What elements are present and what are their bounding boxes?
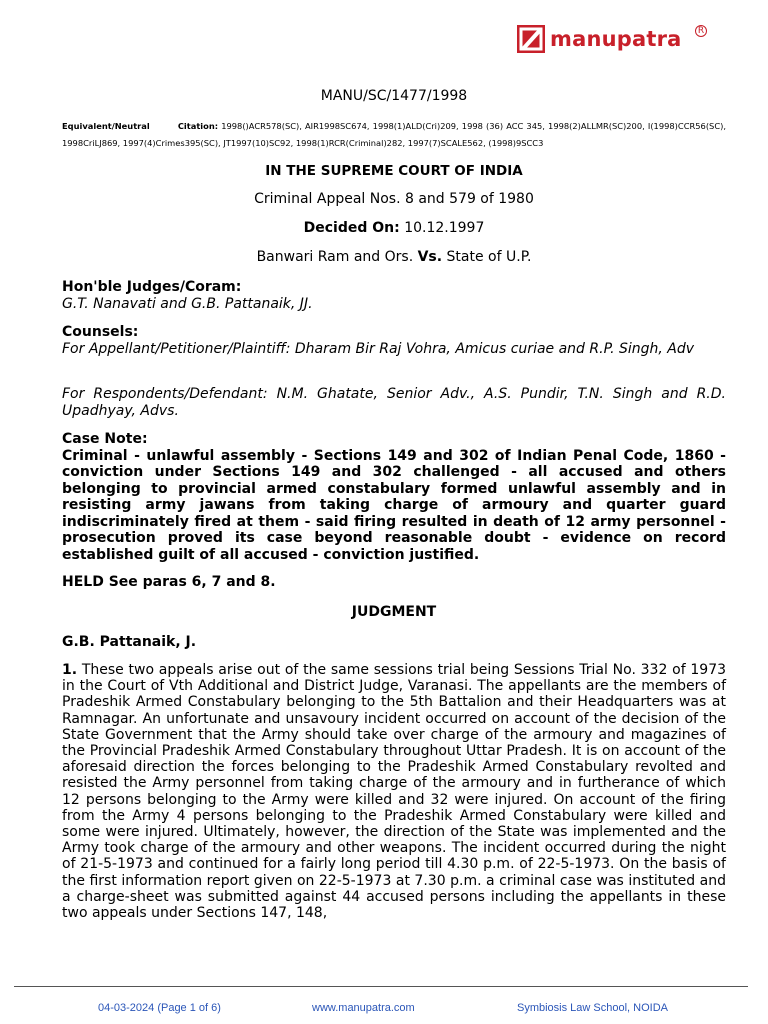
decided-label: Decided On: [303,220,400,236]
paragraph-text: These two appeals arise out of the same sessions trial being Sessions Trial No. 332 of 1973 in the Court of Vth Additional and District Judge, Varanasi. The appellants are the members of Pradeshik Armed Constabulary belonging to the 5th Battalion and their Headquarters was at Ramnagar. An unfortunate and unsavoury incident occurred on account of the decision of the State Government that the Army should take over charge of the armoury and magazines of the Provincial Pradeshik Armed Constabulary throughout Uttar Pradesh. It is on account of the aforesaid direction the forces belonging to the Pradeshik Armed Constabulary revolted and resisted the Army personnel from taking charge of the armoury and in furtherance of which 12 persons belonging to the Army were killed and 32 were injured. On account of the firing from the Army 4 persons belonging to the Pradeshik Armed Constabulary were killed and some were injured. Ultimately, however, the direction of the State was implemented and the Army took charge of the armoury and other weapons. The incident occurred during the night of 21-5-1973 and continued for a fairly long period till 4.30 p.m. of 22-5-1973. On the basis of the first information report given on 22-5-1973 at 7.30 p.m. a criminal case was instituted and a charge-sheet was submitted against 44 accused persons including the appellants in these two appeals under Sections 147, 148, [62,662,727,922]
equivalent-citation [62,118,726,152]
citation-sublabel: Citation: [177,121,219,131]
case-note-section [62,431,726,563]
judgment-author: G.B. Pattanaik, J. [62,634,197,650]
manupatra-logo [517,24,682,54]
appellant-party: Banwari Ram and Ors. [256,249,414,265]
citation-label: Equivalent/Neutral [62,121,150,131]
case-parties [62,249,726,265]
versus-label: Vs. [417,249,443,265]
footer-site-link[interactable]: www.manupatra.com [312,1002,415,1014]
appeal-number: Criminal Appeal Nos. 8 and 579 of 1980 [254,191,534,207]
respondent-party: State of U.P. [446,249,532,265]
counsels-section [62,324,726,357]
paragraph-number: 1. [62,662,78,678]
brand-name: manupatra [550,27,682,51]
counsel-respondent: For Respondents/Defendant: N.M. Ghatate, Senior Adv., A.S. Pundir, T.N. Singh and R.D. Upadhyay, Advs. [62,386,726,419]
judgment-heading: JUDGMENT [351,604,437,620]
counsels-heading: Counsels: [62,324,139,340]
judges-section [62,279,726,312]
decided-date: 10.12.1997 [404,220,485,236]
citation-text: 1998()ACR578(SC), AIR1998SC674, 1998(1)ALD(Cri)209, 1998 (36) ACC 345, 1998(2)ALLMR(SC)200, I(1998)CCR56(SC), 1998CriLJ869, 1997(4)Crimes395(SC), JT1997(10)SC92, 1998(1)RCR(Criminal)282, 1997(7)SCALE562, (1998)9SCC3 [62,121,726,148]
paragraph-1 [62,662,726,921]
manupatra-logo-icon [517,25,545,53]
case-note-heading: Case Note: [62,431,148,447]
judges-heading: Hon'ble Judges/Coram: [62,279,242,295]
registered-mark: R [695,25,707,37]
judges-names: G.T. Nanavati and G.B. Pattanaik, JJ. [62,295,313,312]
held-line: HELD See paras 6, 7 and 8. [62,574,276,590]
decided-on [62,220,726,236]
manu-citation-id: MANU/SC/1477/1998 [320,88,468,104]
footer-institution: Symbiosis Law School, NOIDA [517,1002,668,1014]
counsel-respondent-block [62,386,726,419]
footer-date-page: 04-03-2024 (Page 1 of 6) [98,1002,221,1014]
footer-divider [14,986,748,987]
court-name: IN THE SUPREME COURT OF INDIA [265,163,523,179]
case-note-body: Criminal - unlawful assembly - Sections 149 and 302 of Indian Penal Code, 1860 - conviction under Sections 149 and 302 challenged - all accused and others belonging to provincial armed constabulary formed unlawful assembly and in resisting army jawans from taking charge of armoury and quarter guard indiscriminately fired at them - said firing resulted in death of 12 army personnel - prosecution proved its case beyond reasonable doubt - evidence on record established guilt of all accused - conviction justified. [62,447,726,563]
counsel-appellant: For Appellant/Petitioner/Plaintiff: Dharam Bir Raj Vohra, Amicus curiae and R.P. Singh, Adv [62,340,695,357]
